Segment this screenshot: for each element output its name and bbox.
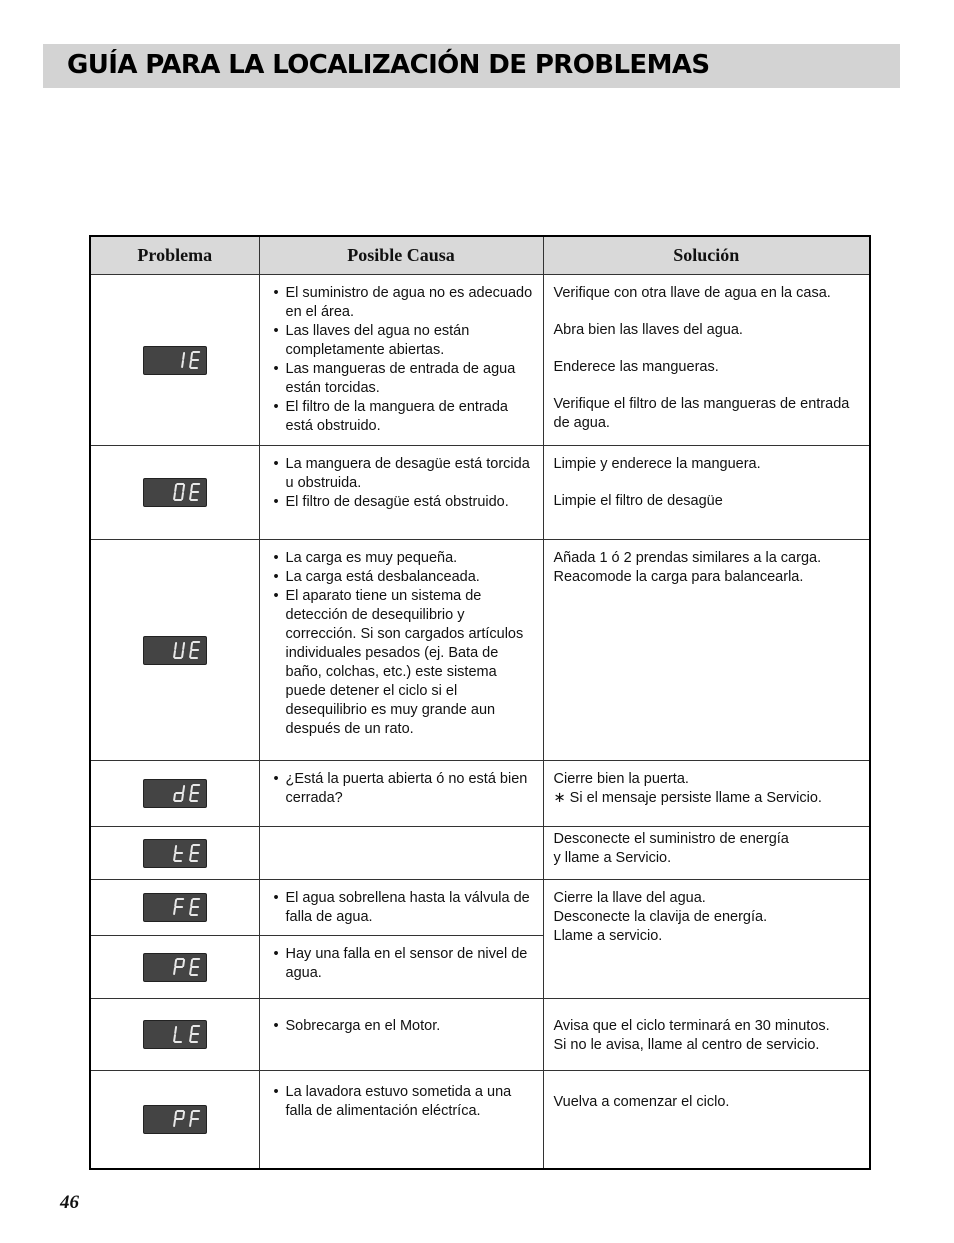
cause-item: • El filtro de desagüe está obstruido. — [273, 494, 509, 510]
problem-cell — [90, 936, 259, 999]
problem-cell — [90, 999, 259, 1071]
cause-cell — [259, 446, 543, 540]
solution-cell — [543, 880, 870, 999]
solution-text: Cierre la llave del agua. — [553, 890, 706, 906]
cause-item: • El agua sobrellena hasta la válvula de falla de agua. — [273, 890, 530, 925]
solution-text: ∗ Si el mensaje persiste llame a Servicio. — [553, 790, 822, 806]
table-row — [90, 827, 870, 880]
lcd-display-icon — [143, 779, 207, 808]
cause-cell — [259, 1071, 543, 1169]
solution-text: Desconecte la clavija de energía. — [553, 909, 768, 925]
cause-item: • Sobrecarga en el Motor. — [273, 1018, 441, 1034]
lcd-display-icon — [143, 636, 207, 665]
solution-cell — [543, 275, 870, 446]
solution-text: Reacomode la carga para balancearla. — [553, 569, 804, 585]
lcd-display-icon — [143, 953, 207, 982]
solution-text: Vuelva a comenzar el ciclo. — [553, 1094, 730, 1110]
problem-cell — [90, 827, 259, 880]
page-title: GUÍA PARA LA LOCALIZACIÓN DE PROBLEMAS — [67, 50, 710, 80]
cause-item: • La manguera de desagüe está torcida u obstruida. — [273, 456, 530, 491]
solution-text: Limpie el filtro de desagüe — [553, 493, 723, 509]
solution-text: Verifique con otra llave de agua en la casa. — [553, 285, 831, 301]
solution-text: Llame a servicio. — [553, 928, 663, 944]
solution-text: Cierre bien la puerta. — [553, 771, 689, 787]
table-row — [90, 761, 870, 827]
problem-cell — [90, 1071, 259, 1169]
cause-item: • El aparato tiene un sistema de detección de desequilibrio y corrección. Si son cargados artículos individuales pesados (ej. Bata de baño, colchas, etc.) este sistema puede detener el ciclo si el desequilibrio es muy grande aun después de un rato. — [273, 588, 524, 737]
lcd-display-icon — [143, 346, 207, 375]
solution-text: Enderece las mangueras. — [553, 359, 719, 375]
cause-cell — [259, 880, 543, 936]
cause-item: • Las llaves del agua no están completamente abiertas. — [273, 323, 470, 358]
solution-cell — [543, 1071, 870, 1169]
solution-text: y llame a Servicio. — [553, 850, 672, 866]
table-row — [90, 999, 870, 1071]
cause-item: • Hay una falla en el sensor de nivel de agua. — [273, 946, 528, 981]
solution-text: Si no le avisa, llame al centro de servicio. — [553, 1037, 820, 1053]
solution-text: Verifique el filtro de las mangueras de entrada de agua. — [553, 396, 850, 431]
solution-text: Añada 1 ó 2 prendas similares a la carga. — [553, 550, 822, 566]
cause-cell — [259, 827, 543, 880]
table-row — [90, 275, 870, 446]
problem-cell — [90, 275, 259, 446]
cause-item: • La carga es muy pequeña. — [273, 550, 458, 566]
title-bar — [43, 44, 900, 88]
lcd-display-icon — [143, 839, 207, 868]
lcd-display-icon — [143, 1105, 207, 1134]
solution-cell — [543, 999, 870, 1071]
solution-cell — [543, 761, 870, 827]
problem-cell — [90, 761, 259, 827]
problem-cell — [90, 446, 259, 540]
cause-cell — [259, 761, 543, 827]
cause-cell — [259, 936, 543, 999]
cause-item: • La carga está desbalanceada. — [273, 569, 480, 585]
table-row — [90, 446, 870, 540]
table-row — [90, 1071, 870, 1169]
table-row — [90, 880, 870, 936]
cause-item: • El suministro de agua no es adecuado en el área. — [273, 285, 533, 320]
solution-text: Desconecte el suministro de energía — [553, 831, 789, 847]
solution-cell — [543, 540, 870, 761]
lcd-display-icon — [143, 1020, 207, 1049]
cause-item: • Las mangueras de entrada de agua están torcidas. — [273, 361, 516, 396]
cause-cell — [259, 275, 543, 446]
header-cause: Posible Causa — [259, 236, 543, 275]
cause-item: • El filtro de la manguera de entrada está obstruido. — [273, 399, 508, 434]
cause-cell — [259, 999, 543, 1071]
problem-cell — [90, 540, 259, 761]
cause-item: • ¿Está la puerta abierta ó no está bien cerrada? — [273, 771, 528, 806]
problem-cell — [90, 880, 259, 936]
page-number: 46 — [60, 1192, 79, 1213]
solution-text: Limpie y enderece la manguera. — [553, 456, 761, 472]
header-solution: Solución — [543, 236, 870, 275]
solution-cell — [543, 827, 870, 880]
solution-cell — [543, 446, 870, 540]
lcd-display-icon — [143, 893, 207, 922]
cause-cell — [259, 540, 543, 761]
cause-item: • La lavadora estuvo sometida a una falla de alimentación eléctríca. — [273, 1084, 512, 1119]
header-problem: Problema — [90, 236, 259, 275]
solution-text: Avisa que el ciclo terminará en 30 minutos. — [553, 1018, 830, 1034]
troubleshooting-table — [89, 235, 871, 1170]
table-header-row — [90, 236, 870, 275]
table-row — [90, 540, 870, 761]
solution-text: Abra bien las llaves del agua. — [553, 322, 743, 338]
lcd-display-icon — [143, 478, 207, 507]
